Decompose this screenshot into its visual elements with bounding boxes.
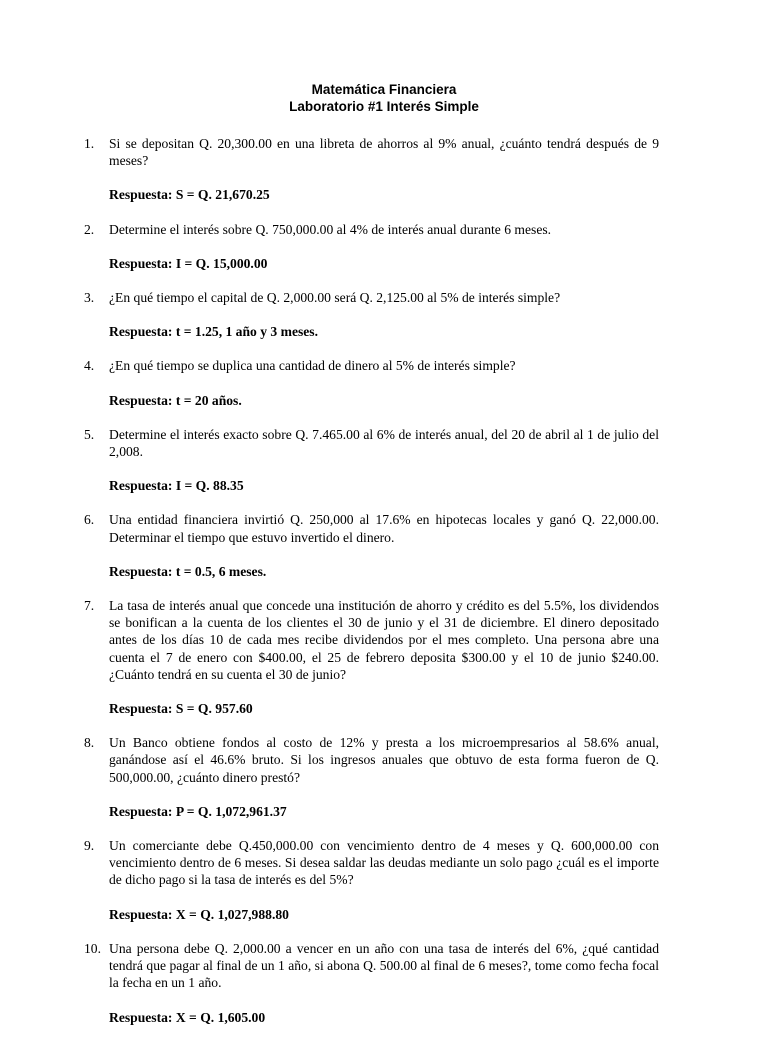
document-subtitle: Laboratorio #1 Interés Simple xyxy=(289,99,479,114)
problem-question: La tasa de interés anual que concede una institución de ahorro y crédito es del 5.5%, los dividendos se bonifican a la cuenta de los clientes el 30 de junio y el 31 de diciembre. El dinero depositado antes de los días 10 de cada mes recibe dividendos por el mes completo. Una persona abre una cuenta el 7 de enero con $400.00, el 25 de febrero deposita $300.00 y el 10 de junio $240.00. ¿Cuánto tendrá en su cuenta el 30 de junio? xyxy=(109,598,659,682)
problem-number: 3. xyxy=(84,290,95,306)
problem-item xyxy=(84,221,659,272)
problem-question: Determine el interés sobre Q. 750,000.00 al 4% de interés anual durante 6 meses. xyxy=(109,221,552,237)
problem-number: 9. xyxy=(84,838,95,854)
problem-number: 1. xyxy=(84,136,95,151)
problem-number: 4. xyxy=(84,358,95,374)
problem-answer: Respuesta: P = Q. 1,072,961.37 xyxy=(109,803,287,819)
problem-answer: Respuesta: t = 0.5, 6 meses. xyxy=(109,563,267,579)
problem-question: Un Banco obtiene fondos al costo de 12% y presta a los microempresarios al 58.6% anual, ganándose así el 46.6% bruto. Si los ingresos anuales que obtuvo de esta forma fueron de Q. 500,000.00, ¿cuánto dinero prestó? xyxy=(109,735,659,785)
problem-item xyxy=(84,426,659,495)
document-header xyxy=(0,81,768,115)
problem-question: Una entidad financiera invirtió Q. 250,000 al 17.6% en hipotecas locales y ganó Q. 22,000.00. Determinar el tiempo que estuvo invertido el dinero. xyxy=(109,512,659,545)
problem-answer: Respuesta: S = Q. 957.60 xyxy=(109,701,253,717)
problem-list xyxy=(84,135,659,1043)
problem-number: 7. xyxy=(84,598,95,614)
problem-answer: Respuesta: X = Q. 1,605.00 xyxy=(109,1009,266,1025)
problem-answer: Respuesta: S = Q. 21,670.25 xyxy=(109,187,270,203)
problem-item xyxy=(84,940,659,1026)
problem-number: 8. xyxy=(84,735,95,751)
problem-number: 10. xyxy=(84,940,101,956)
problem-question: ¿En qué tiempo se duplica una cantidad de dinero al 5% de interés simple? xyxy=(109,358,516,374)
problem-question: Determine el interés exacto sobre Q. 7.465.00 al 6% de interés anual, del 20 de abril al 1 de julio del 2,008. xyxy=(109,426,659,460)
problem-item xyxy=(84,511,659,580)
problem-question: ¿En qué tiempo el capital de Q. 2,000.00 será Q. 2,125.00 al 5% de interés simple? xyxy=(109,290,561,306)
problem-question: Si se depositan Q. 20,300.00 en una libreta de ahorros al 9% anual, ¿cuánto tendrá después de 9 meses? xyxy=(109,136,659,169)
problem-question: Un comerciante debe Q.450,000.00 con vencimiento dentro de 4 meses y Q. 600,000.00 con vencimiento dentro de 6 meses. Si desea saldar las deudas mediante un solo pago ¿cuál es el importe de dicho pago si la tasa de interés es del 5%? xyxy=(109,838,659,888)
problem-item xyxy=(84,135,659,204)
document-title: Matemática Financiera xyxy=(311,82,457,97)
problem-item xyxy=(84,837,659,923)
problem-answer: Respuesta: I = Q. 15,000.00 xyxy=(109,255,268,271)
problem-item xyxy=(84,289,659,340)
problem-answer: Respuesta: I = Q. 88.35 xyxy=(109,478,244,494)
problem-item xyxy=(84,734,659,820)
problem-answer: Respuesta: t = 20 años. xyxy=(109,392,242,408)
problem-answer: Respuesta: t = 1.25, 1 año y 3 meses. xyxy=(109,324,318,340)
problem-item xyxy=(84,357,659,408)
problem-number: 2. xyxy=(84,221,95,237)
problem-item xyxy=(84,597,659,717)
problem-answer: Respuesta: X = Q. 1,027,988.80 xyxy=(109,906,289,922)
problem-question: Una persona debe Q. 2,000.00 a vencer en un año con una tasa de interés del 6%, ¿qué cantidad tendrá que pagar al final de un 1 año, si abona Q. 500.00 al final de 6 meses?, tome como fecha focal la fecha en un 1 año. xyxy=(109,940,659,991)
problem-number: 5. xyxy=(84,426,95,442)
problem-number: 6. xyxy=(84,512,95,528)
